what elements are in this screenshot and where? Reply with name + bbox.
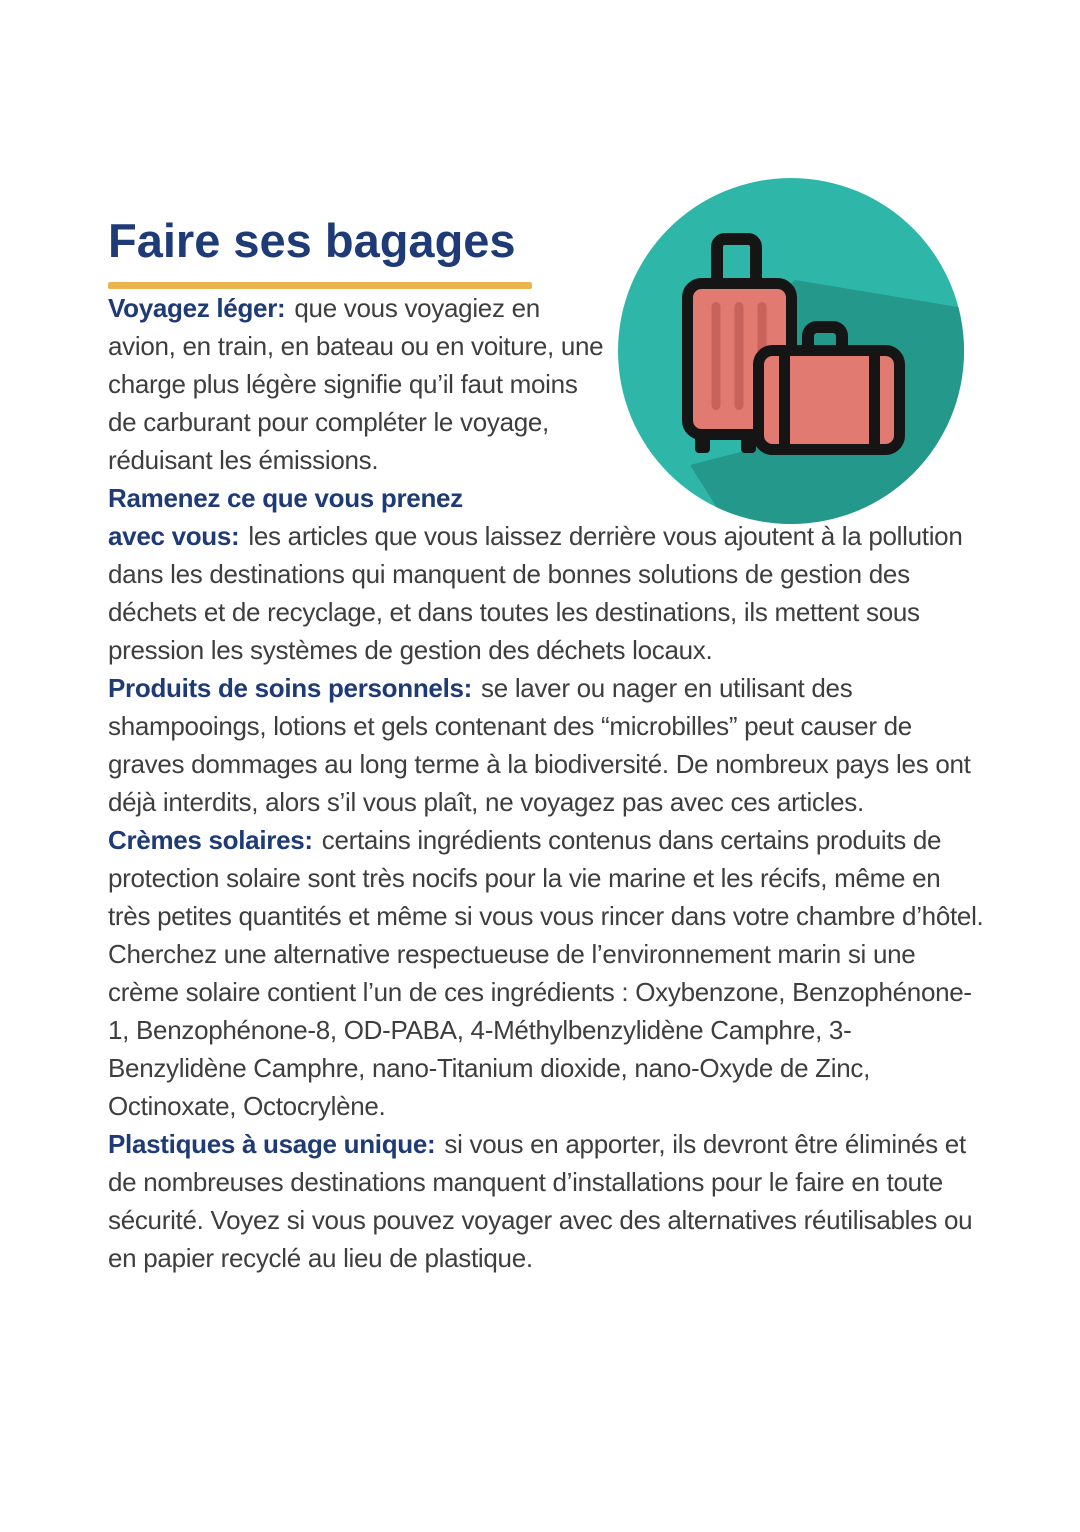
title-underline bbox=[108, 282, 532, 289]
paragraph-lead: Crèmes solaires: bbox=[108, 825, 313, 855]
paragraph-lead-line1: Ramenez ce que vous prenez bbox=[108, 483, 463, 513]
paragraph-produits-de-soins bbox=[108, 669, 988, 821]
paragraph-lead: Voyagez léger: bbox=[108, 293, 286, 323]
paragraph-body: certains ingrédients contenus dans certains produits de protection solaire sont très nocifs pour la vie marine et les récifs, même en très petites quantités et même si vous vous rincer dans votre chambre d’hôtel. Cherchez une alternative respectueuse de l’environnement marin si une crème solaire contient l’un de ces ingrédients : Oxybenzone, Benzophénone-1, Benzophénone-8, OD-PABA, 4-Méthylbenzylidène Camphre, 3-Benzylidène Camphre, nano-Titanium dioxide, nano-Oxyde de Zinc, Octinoxate, Octocrylène. bbox=[108, 825, 984, 1121]
paragraph-voyagez-leger bbox=[108, 289, 608, 479]
paragraph-body: que vous voyagiez en avion, en train, en bateau ou en voiture, une charge plus légère signifie qu’il faut moins de carburant pour compléter le voyage, réduisant les émissions. bbox=[108, 293, 604, 475]
paragraph-lead-line2: avec vous: bbox=[108, 521, 240, 551]
paragraph-ramenez bbox=[108, 479, 988, 669]
page-title: Faire ses bagages bbox=[108, 214, 516, 267]
page-content bbox=[108, 0, 988, 1277]
paragraph-lead: Plastiques à usage unique: bbox=[108, 1129, 436, 1159]
paragraph-lead: Produits de soins personnels: bbox=[108, 673, 473, 703]
paragraph-body: les articles que vous laissez derrière vous ajoutent à la pollution dans les destinations qui manquent de bonnes solutions de gestion des déchets et de recyclage, et dans toutes les destinations, ils mettent sous pression les systèmes de gestion des déchets locaux. bbox=[108, 521, 963, 665]
paragraph-body: se laver ou nager en utilisant des shampooings, lotions et gels contenant des “microbilles” peut causer de graves dommages au long terme à la biodiversité. De nombreux pays les ont déjà interdits, alors s’il vous plaît, ne voyagez pas avec ces articles. bbox=[108, 673, 971, 817]
paragraph-cremes-solaires bbox=[108, 821, 988, 1125]
paragraph-body: si vous en apporter, ils devront être éliminés et de nombreuses destinations manquent d’installations pour le faire en toute sécurité. Voyez si vous pouvez voyager avec des alternatives réutilisables ou en papier recyclé au lieu de plastique. bbox=[108, 1129, 973, 1273]
paragraph-plastiques bbox=[108, 1125, 988, 1277]
